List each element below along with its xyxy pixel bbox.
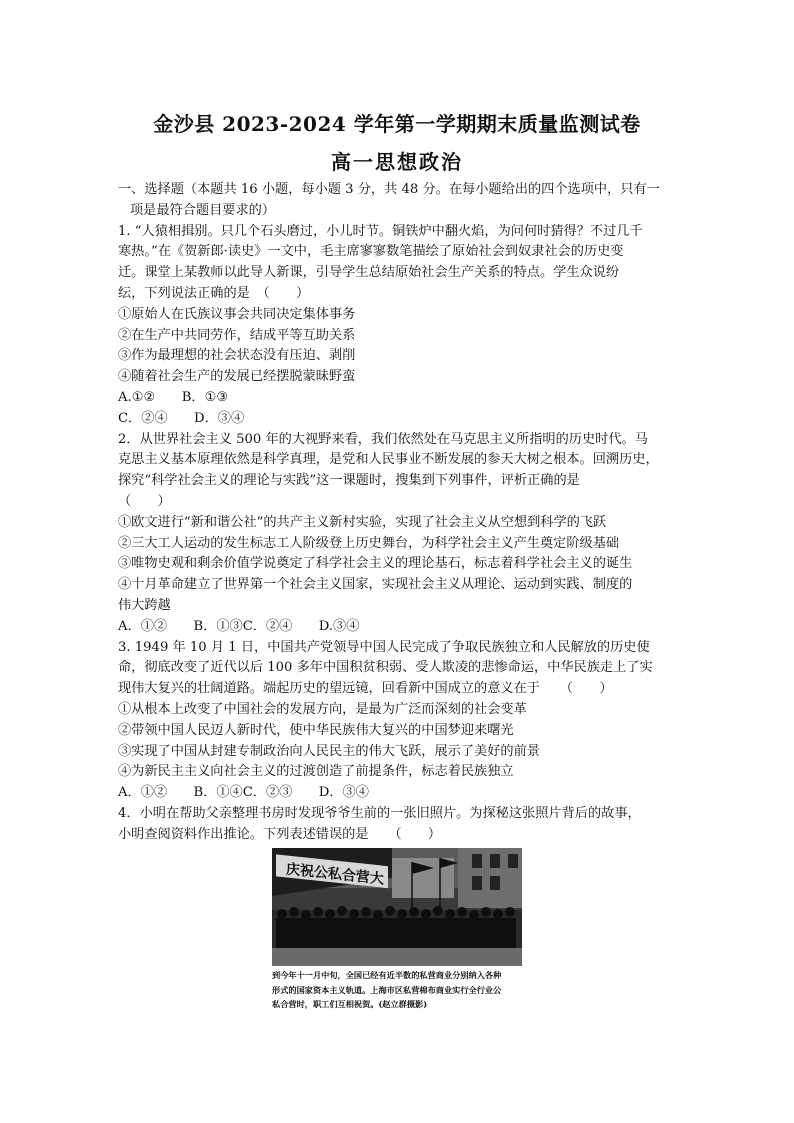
- statement-option: ①从根本上改变了中国社会的发展方向，是最为广泛而深刻的社会变革: [118, 701, 527, 717]
- statement-option: ④十月革命建立了世界第一个社会主义国家，实现社会主义从理论、运动到实践、制度的: [118, 577, 633, 593]
- svg-text:庆祝公私合营大: 庆祝公私合营大: [286, 861, 384, 888]
- answer-choices: A.①② B．①③: [118, 389, 229, 405]
- question-stem-line: 1. “人猿相揖别。只几个石头磨过，小儿时节。铜铁炉中翻火焰，为问何时猜得？不过几千: [118, 223, 643, 239]
- photo-caption-line: 私合营时，职工们互相祝贺。(赵立群摄影): [272, 999, 428, 1009]
- question-stem-line: 寒热。”在《贺新郎·读史》一文中，毛主席寥寥数笔描绘了原始社会到奴隶社会的历史变: [118, 244, 624, 260]
- statement-option: 伟大跨越: [118, 597, 171, 613]
- section-heading-cont: 项是最符合题目要求的）: [130, 202, 276, 218]
- photo-caption: [272, 968, 522, 1012]
- historical-photo-figure: [272, 848, 522, 1012]
- statement-option: ④随着社会生产的发展已经摆脱蒙昧野蛮: [118, 369, 356, 385]
- answer-choices: A．①② B．①④C．②③ D．③④: [118, 785, 369, 801]
- answer-choices: C．②④ D．③④: [118, 410, 245, 426]
- question-stem-line: 克思主义基本原理依然是科学真理，是党和人民事业不断发展的参天大树之根本。回溯历史，: [118, 452, 659, 468]
- historical-photo: [272, 848, 522, 966]
- statement-option: ③作为最理想的社会状态没有压迫、剥削: [118, 348, 356, 364]
- question-stem-line: 纭，下列说法正确的是 （ ）: [118, 285, 310, 301]
- question-stem-line: 探究“科学社会主义的理论与实践”这一课题时，搜集到下列事件，评析正确的是: [118, 473, 580, 489]
- exam-subject: 高一思想政治: [331, 150, 463, 174]
- question-2: [118, 430, 678, 638]
- statement-option: ②在生产中共同劳作，结成平等互助关系: [118, 327, 356, 343]
- statement-option: ③实现了中国从封建专制政治向人民民主的伟大飞跃，展示了美好的前景: [118, 743, 540, 759]
- question-3: [118, 638, 678, 804]
- exam-title: 金沙县 2023-2024 学年第一学期期末质量监测试卷: [153, 112, 641, 136]
- question-stem-line: 2．从世界社会主义 500 年的大视野来看，我们依然处在马克思主义所指明的历史时代。马: [118, 431, 648, 447]
- statement-option: ①原始人在氏族议事会共同决定集体事务: [118, 306, 356, 322]
- question-stem-line: 现伟大复兴的壮阔道路。端起历史的望远镜，回看新中国成立的意义在于 （ ）: [118, 681, 613, 697]
- exam-body: [118, 180, 678, 846]
- photo-caption-line: 到今年十一月中旬，全国已经有近半数的私营商业分别纳入各种: [272, 970, 502, 980]
- statement-option: ④为新民主主义向社会主义的过渡创造了前提条件，标志着民族独立: [118, 764, 514, 780]
- section-heading: 一、选择题（本题共 16 小题，每小题 3 分，共 48 分。在每小题给出的四个选项中，只有一: [118, 182, 660, 197]
- photo-caption-line: 形式的国家资本主义轨道。上海市区私营棉布商业实行全行业公: [272, 984, 502, 995]
- question-4: [118, 804, 678, 846]
- question-stem-line: 小明查阅资料作出推论。下列表述错误的是 （ ）: [118, 826, 442, 842]
- statement-option: ①欧文进行“新和谐公社”的共产主义新村实验，实现了社会主义从空想到科学的飞跃: [118, 514, 607, 530]
- statement-option: ②三大工人运动的发生标志工人阶级登上历史舞台，为科学社会主义产生奠定阶级基础: [118, 535, 620, 551]
- question-stem-line: 命，彻底改变了近代以后 100 多年中国积贫积弱、受人欺凌的悲惨命运，中华民族走上了实: [118, 660, 653, 676]
- statement-option: ③唯物史观和剩余价值学说奠定了科学社会主义的理论基石，标志着科学社会主义的诞生: [118, 556, 633, 572]
- question-stem-line: 3. 1949 年 10 月 1 日，中国共产党领导中国人民完成了争取民族独立和人民解放的历史使: [118, 639, 650, 655]
- question-stem-line: （ ）: [118, 493, 171, 509]
- statement-option: ②带领中国人民迈人新时代，使中华民族伟大复兴的中国梦迎来曙光: [118, 722, 514, 738]
- answer-choices: A．①② B．①③C．②④ D.③④: [118, 618, 360, 634]
- question-stem-line: 4．小明在帮助父亲整理书房时发现爷爷生前的一张旧照片。为探秘这张照片背后的故事，: [118, 805, 641, 821]
- question-stem-line: 迁。课堂上某教师以此导人新课，引导学生总结原始社会生产关系的特点。学生众说纷: [118, 265, 620, 281]
- question-1: [118, 222, 678, 430]
